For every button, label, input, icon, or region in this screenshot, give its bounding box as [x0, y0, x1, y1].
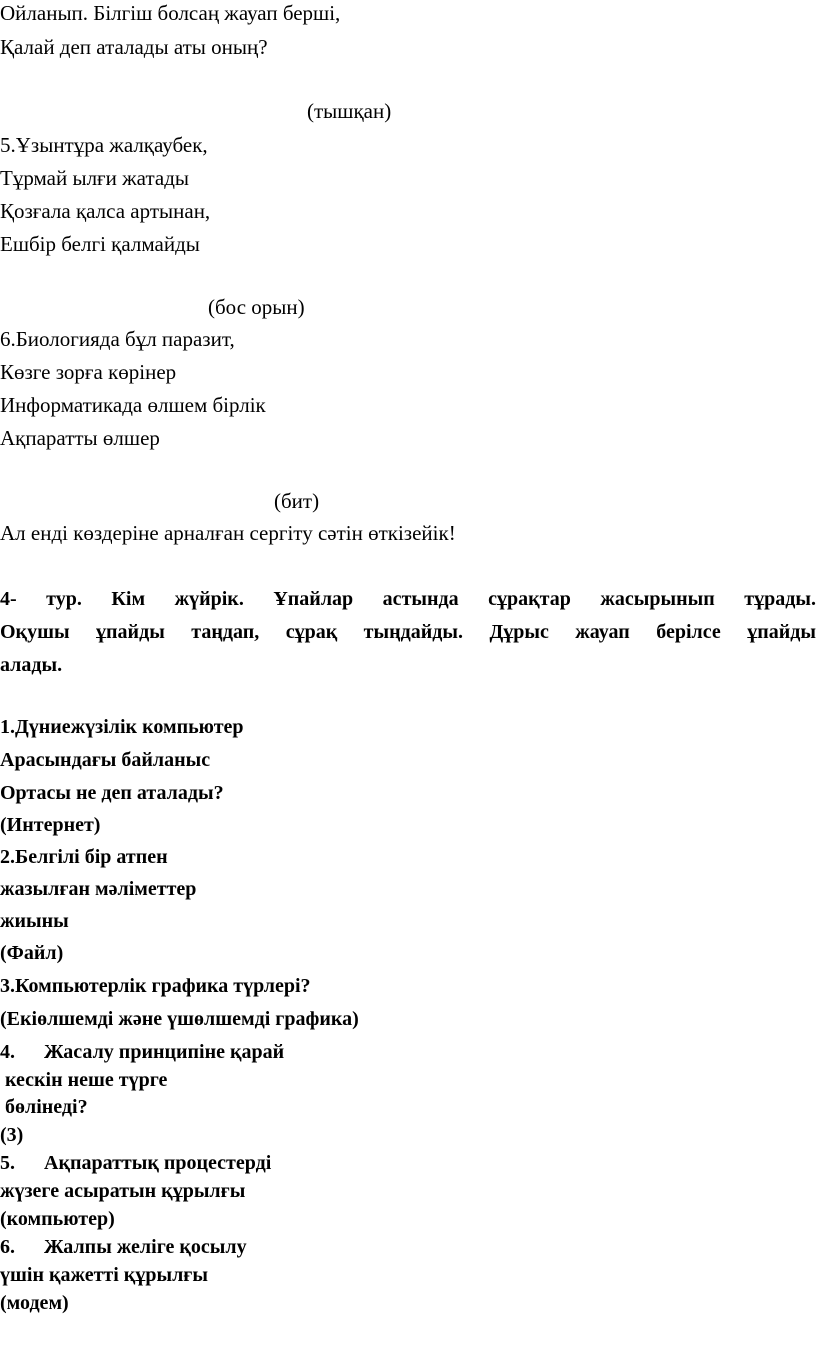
riddle-5-line-3: Қозғала қалса артынан, — [0, 199, 211, 223]
riddle-answer-4: (тышқан) — [307, 99, 392, 123]
q6-number: 6. — [0, 1236, 15, 1258]
q6-line-1 — [0, 1237, 247, 1257]
q5-line-1 — [0, 1153, 271, 1173]
q1-line-1: 1.Дүниежүзілік компьютер — [0, 716, 244, 738]
q5-line-2: жүзеге асыратын құрылғы — [0, 1180, 246, 1202]
q4-answer: (3) — [0, 1124, 24, 1146]
riddle-answer-5: (бос орын) — [208, 295, 305, 319]
q3-line-1: 3.Компьютерлік графика түрлері? — [0, 975, 311, 997]
q3-answer: (Екіөлшемді және үшөлшемді графика) — [0, 1008, 359, 1030]
riddle-intro-line-1: Ойланып. Білгіш болсаң жауап берші, — [0, 1, 341, 25]
q5-text-1: Ақпараттық процестерді — [44, 1152, 272, 1174]
round4-line-2: Оқушы ұпайды таңдап, сұрақ тыңдайды. Дұрыс жауап берілсе ұпайды — [0, 621, 816, 643]
q5-number: 5. — [0, 1152, 15, 1174]
riddle-5-line-1: 5.Ұзынтұра жалқаубек, — [0, 133, 208, 157]
q4-line-1 — [0, 1042, 284, 1062]
q6-text-1: Жалпы желіге қосылу — [44, 1236, 247, 1258]
q2-line-2: жазылған мәліметтер — [0, 878, 197, 900]
riddle-5-line-4: Ешбір белгі қалмайды — [0, 232, 200, 256]
q6-line-2: үшін қажетті құрылғы — [0, 1264, 208, 1286]
q2-line-1: 2.Белгілі бір атпен — [0, 846, 168, 868]
round4-line-1: 4- тур. Кім жүйрік. Ұпайлар астында сұрақтар жасырынып тұрады. — [0, 588, 816, 610]
q1-answer: (Интернет) — [0, 814, 101, 836]
riddle-6-line-1: 6.Биологияда бұл паразит, — [0, 327, 235, 351]
q4-text-1: Жасалу принципіне қарай — [44, 1041, 285, 1063]
riddle-6-line-3: Информатикада өлшем бірлік — [0, 393, 266, 417]
riddle-6-line-4: Ақпаратты өлшер — [0, 426, 160, 450]
q1-line-3: Ортасы не деп аталады? — [0, 782, 224, 804]
round4-line-3: алады. — [0, 654, 63, 676]
riddle-answer-6: (бит) — [274, 489, 320, 513]
q4-number: 4. — [0, 1041, 15, 1063]
riddle-6-line-2: Көзге зорға көрінер — [0, 360, 177, 384]
q6-answer: (модем) — [0, 1292, 69, 1314]
riddle-intro-line-2: Қалай деп аталады аты оның? — [0, 35, 268, 59]
q2-line-3: жиыны — [0, 910, 69, 932]
riddle-5-line-2: Тұрмай ылғи жатады — [0, 166, 189, 190]
q2-answer: (Файл) — [0, 942, 64, 964]
q5-answer: (компьютер) — [0, 1208, 115, 1230]
q1-line-2: Арасындағы байланыс — [0, 749, 211, 771]
q4-line-2: кескін неше түрге — [0, 1069, 168, 1091]
break-note: Ал енді көздеріне арналған сергіту сәтін өткізейік! — [0, 521, 456, 545]
q4-line-3: бөлінеді? — [0, 1096, 88, 1118]
